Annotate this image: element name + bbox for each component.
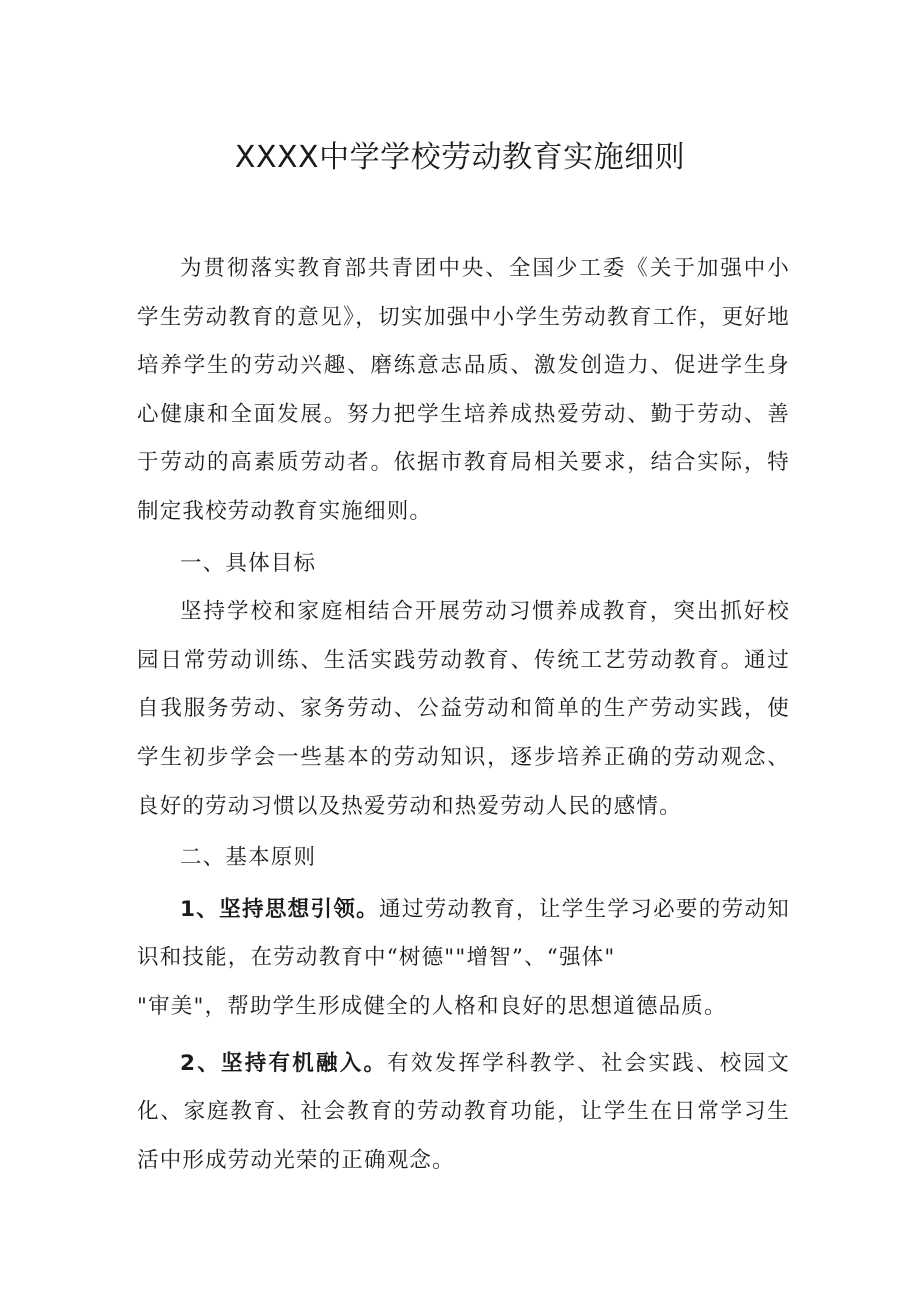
principle-1-lead: 1、坚持思想引领。 <box>180 896 380 922</box>
principle-2-lead: 2、坚持有机融入。 <box>180 1050 388 1076</box>
section-1-heading: 一、具体目标 <box>180 550 317 576</box>
document-title: XXXX中学学校劳动教育实施细则 <box>234 140 686 175</box>
section-1-paragraph: 坚持学校和家庭相结合开展劳动习惯养成教育，突出抓好校园日常劳动训练、生活实践劳动教育、传统工艺劳动教育。通过自我服务劳动、家务劳动、公益劳动和简单的生产劳动实践，使学生初步学会一些基本的劳动知识，逐步培养正确的劳动观念、良好的劳动习惯以及热爱劳动和热爱劳动人民的感情。 <box>137 599 790 819</box>
section-2-heading: 二、基本原则 <box>180 845 317 871</box>
principle-1-text: 通过劳动教育，让学生学习必要的劳动知识和技能，在劳动教育中“树德""增智”、“强体" <box>137 896 790 971</box>
principle-1-continuation: "审美"，帮助学生形成健全的人格和良好的思想道德品质。 <box>137 993 727 1019</box>
principle-2-text: 有效发挥学科教学、社会实践、校园文化、家庭教育、社会教育的劳动教育功能，让学生在日常学习生活中形成劳动光荣的正确观念。 <box>137 1050 791 1173</box>
document-body <box>137 245 790 1185</box>
principle-2-paragraph <box>137 1040 790 1186</box>
intro-paragraph: 为贯彻落实教育部共青团中央、全国少工委《关于加强中小学生劳动教育的意见》，切实加强中小学生劳动教育工作，更好地培养学生的劳动兴趣、磨练意志品质、激发创造力、促进学生身心健康和全面发展。努力把学生培养成热爱劳动、勤于劳动、善于劳动的高素质劳动者。依据市教育局相关要求，结合实际，特制定我校劳动教育实施细则。 <box>137 256 790 524</box>
principle-1-paragraph <box>137 886 790 983</box>
